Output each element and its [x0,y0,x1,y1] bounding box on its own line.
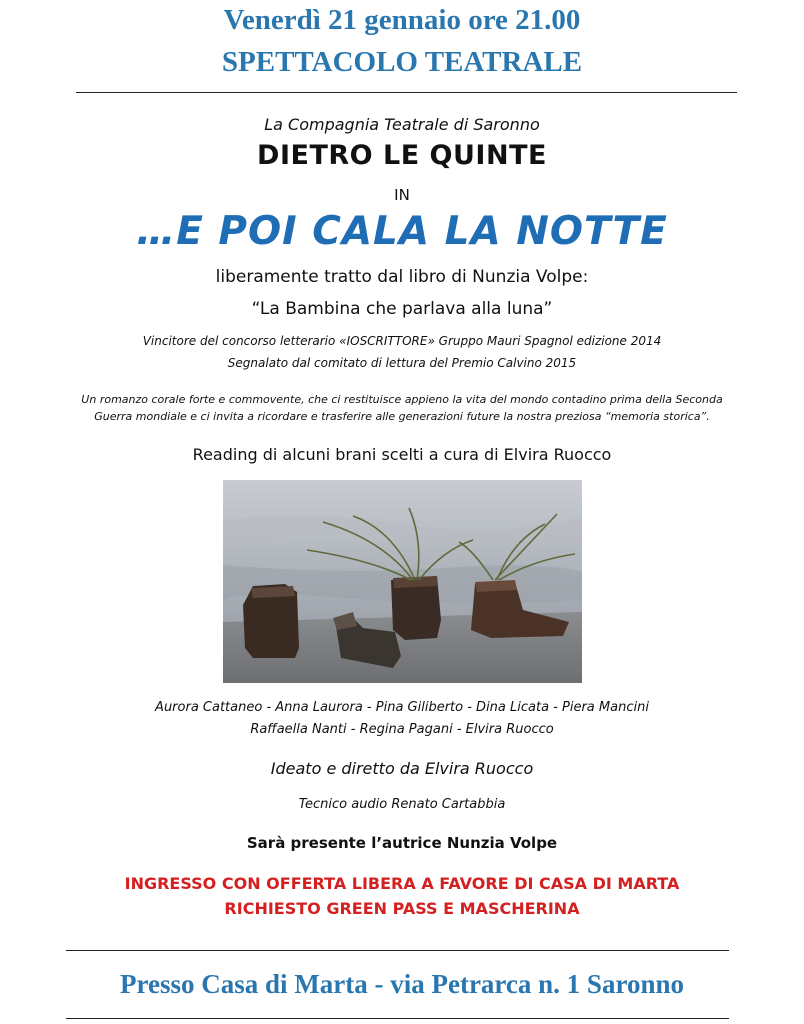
source-line: liberamente tratto dal libro di Nunzia Volpe: [215,267,589,287]
company-intro: La Compagnia Teatrale di Saronno [264,115,540,134]
description-line-1: Un romanzo corale forte e commovente, che ci restituisce appieno la vita del mondo contadino prima della Seconda [81,393,723,406]
green-pass-notice: RICHIESTO GREEN PASS E MASCHERINA [224,899,580,918]
award-line-2: Segnalato dal comitato di lettura del Premio Calvino 2015 [227,356,577,370]
company-name: DIETRO LE QUINTE [257,140,547,171]
cast-line-2: Raffaella Nanti - Regina Pagani - Elvira Ruocco [250,722,554,737]
director-credit: Ideato e diretto da Elvira Ruocco [270,759,534,778]
author-present: Sarà presente l’autrice Nunzia Volpe [246,834,558,852]
venue-address: Presso Casa di Marta - via Petrarca n. 1 Saronno [120,969,684,999]
header-divider [76,92,737,93]
event-type: SPETTACOLO TEATRALE [221,46,583,78]
cast-line-1: Aurora Cattaneo - Anna Laurora - Pina Giliberto - Dina Licata - Piera Mancini [155,700,649,715]
old-boots-with-grass-photo [223,480,582,683]
event-date: Venerdì 21 gennaio ore 21.00 [223,4,581,36]
footer-divider-top [66,950,729,951]
award-line-1: Vincitore del concorso letterario «IOSCRITTORE» Gruppo Mauri Spagnol edizione 2014 [142,334,662,348]
reading-credit: Reading di alcuni brani scelti a cura di Elvira Ruocco [192,445,612,464]
boots-photo [223,480,582,683]
show-title: …E POI CALA LA NOTTE [136,209,668,254]
book-title: “La Bambina che parlava alla luna” [251,299,553,319]
audio-credit: Tecnico audio Renato Cartabbia [298,797,506,812]
in-label: IN [394,186,410,204]
entry-notice: INGRESSO CON OFFERTA LIBERA A FAVORE DI CASA DI MARTA [124,874,680,893]
footer-divider-bottom [66,1018,729,1019]
description-line-2: Guerra mondiale e ci invita a ricordare e trasferire alle generazioni future la nostra preziosa “memoria storica”. [94,410,710,423]
